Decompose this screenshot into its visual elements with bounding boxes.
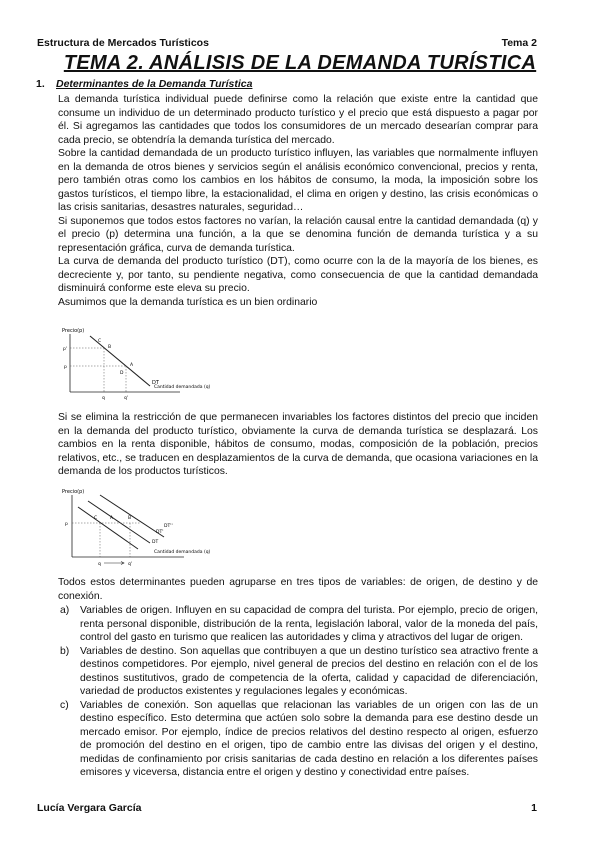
- fig2-point-label: C: [94, 516, 98, 521]
- fig2-curve-label: DT'': [164, 524, 173, 529]
- fig2-curve-label: DT: [152, 540, 159, 545]
- section-number: 1.: [36, 78, 45, 90]
- page-number: 1: [531, 802, 537, 814]
- paragraph: Sobre la cantidad demandada de un producto turístico influyen, las variables que normalmente influyen en la demanda de otros bienes y servicios según el análisis económico convencional, precios y renta, pero también otras como los cambios en los hábitos de consumo, la moda, la imposición sobre los gastos turísticos, el tiempo libre, la estacionalidad, el clima en origen y destino, las crisis económicas o las crisis sanitarias, desastres naturales, seguridad…: [58, 148, 538, 213]
- variables-list: [58, 604, 538, 780]
- paragraph: Asumimos que la demanda turística es un bien ordinario: [58, 296, 318, 308]
- list-item: [58, 645, 538, 699]
- intro-text: [58, 93, 538, 309]
- fig1-point-label: C: [98, 339, 102, 344]
- fig2-curve-label: DT': [156, 530, 164, 535]
- fig1-x-label: Cantidad demandada (q): [154, 385, 211, 390]
- list-item-label: b): [60, 645, 70, 657]
- paragraph: Todos estos determinantes pueden agruparse en tres tipos de variables: de origen, de destino y de conexión.: [58, 577, 538, 602]
- paragraph: La curva de demanda del producto turístico (DT), como ocurre con la de la mayoría de los bienes, es decreciente y, por tanto, su pendiente negativa, como consecuencia de que la cantidad demandada disminuirá conforme este eleva su precio.: [58, 256, 538, 294]
- fig2-axis-label: q: [98, 562, 101, 567]
- list-item-label: c): [60, 699, 69, 711]
- fig2-point-label: B: [128, 516, 132, 521]
- fig2-demand-line: [78, 507, 138, 549]
- page-header: [37, 37, 537, 49]
- fig1-point-label: B: [108, 345, 112, 350]
- fig1-axis-label: q: [102, 396, 105, 401]
- fig1-curve-label: DT: [152, 380, 159, 386]
- header-course: Estructura de Mercados Turísticos: [37, 37, 209, 49]
- page-footer: [37, 802, 537, 814]
- fig2-point-label: A: [110, 516, 114, 521]
- fig1-axis-label: p: [64, 365, 67, 370]
- section-heading: [36, 78, 252, 90]
- list-item: [58, 604, 538, 645]
- fig2-y-label: Precio(p): [62, 489, 85, 495]
- paragraph: Si suponemos que todos estos factores no varían, la relación causal entre la cantidad demandada (q) y el precio (p) determina una función, a la que se denomina función de demanda turística y a su representación gráfica, curva de demanda turística.: [58, 215, 538, 254]
- paragraph: Si se elimina la restricción de que permanecen invariables los factores distintos del precio que inciden en la demanda del producto turístico, obviamente la curva de demanda turística se desplazará. Los cambios en la renta disponible, hábitos de consumo, modas, composición de la población, precios relativos, etc., se traducen en desplazamientos de la curva de demanda, que ocasiona variaciones en la demanda de los productos turísticos.: [58, 412, 538, 477]
- fig2-x-label: Cantidad demandada (q): [154, 550, 211, 555]
- fig1-point-label: D: [120, 371, 124, 376]
- fig1-point-label: A: [130, 363, 134, 368]
- types-text: [58, 576, 538, 603]
- list-item-label: a): [60, 605, 70, 616]
- fig2-axis-label: p: [65, 522, 68, 527]
- list-item-text: Variables de origen. Influyen en su capacidad de compra del turista. Por ejemplo, precio de origen, renta personal disponible, distribución de la renta, legislación laboral, valor de la moneda del país, control del gasto en turismo que realicen las autoridades y clima y atractivos del lugar de origen.: [80, 605, 538, 643]
- fig1-axis-label: p': [63, 347, 68, 352]
- page-title: TEMA 2. ANÁLISIS DE LA DEMANDA TURÍSTICA: [63, 52, 537, 74]
- demand-shift-figure: [60, 487, 211, 571]
- header-topic: Tema 2: [501, 37, 537, 49]
- section-title: Determinantes de la Demanda Turística: [56, 78, 253, 90]
- paragraph: La demanda turística individual puede definirse como la relación que existe entre la cantidad que consume un individuo de un determinado producto turístico y el precio que está dispuesto a pagar por él. Si agregamos las cantidades que todos los consumidores de un mercado desearían comprar para cada precio, se obtendría la demanda turística del mercado.: [58, 94, 538, 146]
- fig1-y-label: Precio(p): [62, 328, 85, 334]
- list-item-text: Variables de conexión. Son aquellas que relacionan las variables de un origen con las de un destino específico. Esto determina que actúen solo sobre la demanda para ese destino desde un mercado emisor. Por ejemplo, índice de precios relativos del destino respecto al origen, esfuerzo de promoción del destino en el origen, tipo de cambio entre las divisas del origen y el destino, medidas de confinamiento por crisis sanitarias de cada destino en relación a los diferentes países emisores y viceversa, distancia entre el origen y destino y conectividad entre países.: [80, 699, 538, 778]
- shift-text: [58, 411, 538, 479]
- fig1-axis-label: q': [124, 396, 129, 401]
- list-item-text: Variables de destino. Son aquellas que contribuyen a que un destino turístico sea atractivo frente a destinos competidores. Por ejemplo, nivel general de precios del destino en relación con el de los destinos sustitutivos, grado de competencia de la oferta, calidad y capacidad de diferenciación, variedad de productos existentes y regulaciones legales y económicas.: [80, 645, 538, 697]
- list-item: [58, 699, 538, 780]
- demand-curve-figure: [60, 326, 211, 406]
- fig2-axis-label: q': [128, 562, 133, 567]
- footer-author: Lucía Vergara García: [37, 802, 142, 814]
